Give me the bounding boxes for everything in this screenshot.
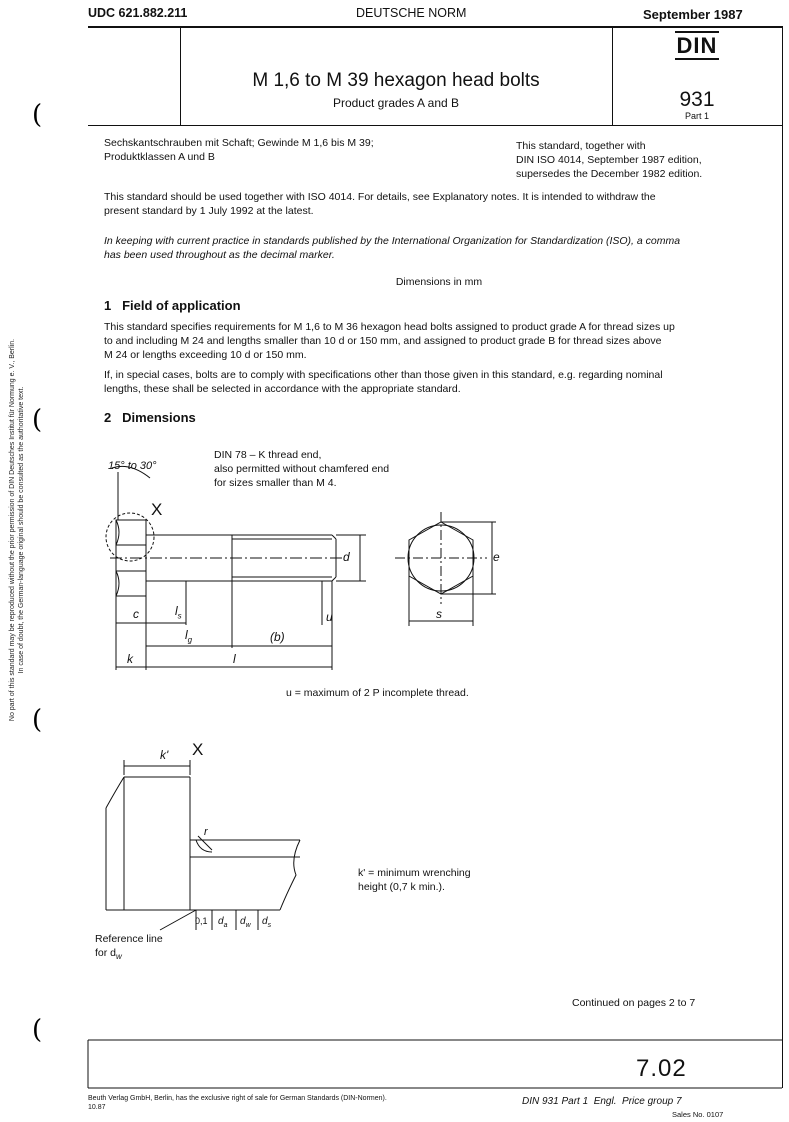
din-logo-text: DIN (676, 33, 718, 58)
angle-label: 15° to 30° (108, 460, 157, 472)
e-label: e (493, 550, 500, 564)
r-label: r (204, 826, 208, 838)
continued-note: Continued on pages 2 to 7 (572, 997, 696, 1009)
detail-x-title: X (192, 740, 204, 759)
da-label (218, 916, 227, 929)
detail-head-chamfer (106, 777, 124, 808)
udc-number: UDC 621.882.211 (88, 6, 188, 20)
din-part: Part 1 (684, 111, 709, 121)
c-label: c (133, 607, 139, 621)
document-subtitle: Product grades A and B (332, 96, 460, 110)
thread-note-line: for sizes smaller than M 4. (214, 477, 337, 489)
offset-label: 0,1 (195, 916, 208, 926)
reference-line-text: Reference line (95, 933, 163, 945)
reference-leader (160, 910, 196, 930)
thread-end (332, 535, 336, 539)
lg-text: l (185, 628, 188, 642)
thread-note-line: DIN 78 – K thread end, (214, 449, 322, 461)
ls-subscript: s (177, 611, 182, 621)
ls-text: l (175, 604, 178, 618)
comma-note-line: has been used throughout as the decimal marker. (104, 249, 335, 261)
l-label: l (233, 652, 236, 666)
supersedes-line: supersedes the December 1982 edition. (516, 168, 703, 180)
b-label: (b) (270, 630, 285, 644)
thread-end (332, 577, 336, 581)
u-label: u (326, 610, 333, 624)
footer-reference: DIN 931 Part 1 Engl. Price group 7 (522, 1096, 682, 1107)
sidebar-line: No part of this standard may be reproduced without the prior permission of DIN Deutsches Institut für Normung e. V., Berlin. (9, 338, 16, 722)
section-title: Dimensions (122, 410, 196, 425)
kprime-note-line: k' = minimum wrenching (358, 867, 471, 879)
supersedes-line: DIN ISO 4014, September 1987 edition, (516, 154, 702, 166)
paragraph-line: If, in special cases, bolts are to comply with specifications other than those given in this standard, e.g. regarding nominal (104, 369, 663, 381)
reference-line-for: for d (95, 947, 117, 959)
binder-mark: ( (32, 100, 43, 130)
publisher-text: Beuth Verlag GmbH, Berlin, has the exclusive right of sale for German Standards (DIN-Normen). (88, 1095, 387, 1102)
comma-note-line: In keeping with current practice in standards published by the International Organization for Standardization (ISO), a comma (104, 235, 681, 247)
binder-mark: ( (32, 1015, 43, 1045)
u-note: u = maximum of 2 P incomplete thread. (286, 687, 469, 699)
lg-subscript: g (187, 635, 193, 645)
k-label: k (127, 652, 133, 666)
edition-code: 10.87 (88, 1104, 106, 1111)
binder-mark: ( (32, 705, 43, 735)
document-title: M 1,6 to M 39 hexagon head bolts (252, 70, 540, 91)
detail-break (280, 840, 300, 910)
din-number: 931 (679, 88, 715, 111)
thread-note-line: also permitted without chamfered end (214, 463, 390, 475)
publisher-note (88, 1094, 387, 1112)
reference-line-note (95, 932, 163, 964)
section-number: 2 (104, 410, 112, 425)
kprime-note (358, 866, 471, 894)
sidebar-line: In case of doubt, the German-language original should be consulted as the authoritative text. (18, 386, 25, 674)
paragraph-line: lengths, these shall be selected in accordance with the appropriate standard. (104, 383, 461, 395)
intro-line: present standard by 1 July 1992 at the latest. (104, 205, 314, 217)
kprime-note-line: height (0,7 k min.). (358, 881, 445, 893)
norm-label: DEUTSCHE NORM (356, 6, 467, 20)
dw-text: d (240, 916, 246, 927)
section-number: 1 (104, 298, 112, 313)
intro-line: This standard should be used together with ISO 4014. For details, see Explanatory notes. It is intended to withdraw the (104, 191, 656, 203)
ds-subscript: s (267, 922, 272, 929)
section-title: Field of application (122, 298, 241, 313)
da-text: d (218, 916, 224, 927)
price-code: 7.02 (636, 1055, 687, 1082)
da-subscript: a (223, 922, 228, 929)
detail-x-mark: X (151, 500, 163, 519)
paragraph-line: to and including M 24 and lengths smaller than 10 d or 150 mm, and assigned to product grade B for thread sizes above (104, 335, 662, 347)
dw-label (240, 916, 251, 929)
paragraph-line: This standard specifies requirements for M 1,6 to M 36 hexagon head bolts assigned to product grade A for thread sizes up (104, 321, 675, 333)
dimensions-note: Dimensions in mm (395, 276, 483, 288)
reference-subscript: w (116, 952, 122, 962)
reference-line-text-2 (95, 946, 163, 964)
ds-text: d (262, 916, 268, 927)
s-label: s (436, 607, 442, 621)
d-label: d (343, 550, 350, 564)
lg-label (185, 628, 192, 644)
ds-label (262, 916, 271, 929)
sales-number: Sales No. 0107 (672, 1110, 724, 1119)
paragraph-line: M 24 or lengths exceeding 10 d or 150 mm. (104, 349, 307, 361)
binder-mark: ( (32, 405, 43, 435)
ls-label (175, 604, 182, 620)
kprime-label: k' (160, 748, 169, 762)
german-title-line: Produktklassen A und B (104, 151, 215, 163)
german-title-line: Sechskantschrauben mit Schaft; Gewinde M 1,6 bis M 39; (104, 137, 374, 149)
supersedes-line: This standard, together with (516, 140, 646, 152)
dw-subscript: w (245, 922, 251, 929)
issue-date: September 1987 (643, 7, 743, 22)
